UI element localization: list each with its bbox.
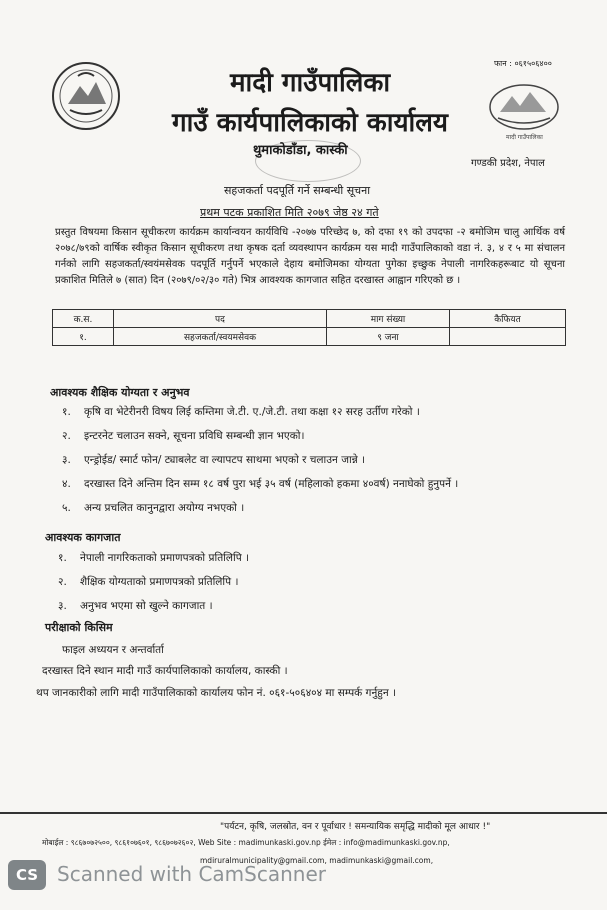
contact-info: थप जानकारीको लागि मादी गाउँपालिकाको कार्यालय फोन नं. ०६१-५०६४०४ मा सम्पर्क गर्नुहुन । — [36, 687, 397, 699]
list-item — [62, 429, 304, 443]
list-item-number: ३. — [62, 454, 71, 466]
list-item-text: कृषि वा भेटेरीनरी विषय लिई कम्तिमा जे.टी. ए./जे.टी. तथा कक्षा १२ सरह उर्तीण गरेको । — [84, 406, 420, 418]
post-table — [52, 309, 566, 346]
table-cell: सहजकर्ता/स्वयमसेवक — [114, 328, 327, 346]
list-item-number: ५. — [62, 502, 71, 514]
table-header-row — [53, 310, 566, 328]
list-item — [58, 551, 249, 565]
list-item — [62, 405, 420, 419]
list-item-text: एन्ड्रोईड/ स्मार्ट फोन/ ट्याबलेट वा ल्यापटप साथमा भएको र चलाउन जान्ने । — [84, 454, 366, 466]
table-header: कैफियत — [450, 310, 566, 328]
list-item — [62, 453, 365, 467]
municipality-logo-icon — [488, 82, 560, 132]
list-item-number: १. — [62, 406, 71, 418]
exam-heading: परीक्षाको किसिम — [45, 621, 113, 634]
list-item-text: इन्टरनेट चलाउन सक्ने, सूचना प्रविधि सम्बन्धी ज्ञान भएको। — [84, 430, 305, 442]
list-item — [62, 501, 244, 515]
list-item-text: नेपाली नागरिकताको प्रमाणपत्रको प्रतिलिपि । — [80, 552, 250, 564]
table-header: माग संख्या — [327, 310, 450, 328]
municipality-title: मादी गाउँपालिका — [230, 68, 391, 98]
footer-emails: mdiruralmunicipality@gmail.com, madimunkaski@gmail.com, — [200, 856, 434, 865]
notice-subject: सहजकर्ता पदपूर्ति गर्ने सम्बन्धी सूचना — [224, 184, 371, 197]
emblem-label: मादी गाउँपालिका — [506, 134, 543, 141]
list-item — [62, 477, 458, 491]
list-item-text: अनुभव भएमा सो खुल्ने कागजात । — [80, 600, 213, 612]
list-item — [58, 599, 213, 613]
office-location: थुमाकोडाँडा, कास्की — [253, 143, 348, 158]
exam-type: फाइल अध्ययन र अन्तर्वार्ता — [62, 644, 164, 656]
list-item-text: अन्य प्रचलित कानुनद्वारा अयोग्य नभएको । — [84, 502, 245, 514]
list-item-text: दरखास्त दिने अन्तिम दिन सम्म १८ वर्ष पुरा भई ३५ वर्ष (महिलाको हकमा ४०वर्ष) ननाघेको हुनुपर्ने । — [84, 478, 459, 490]
table-cell: ९ जना — [327, 328, 450, 346]
office-title: गाउँ कार्यपालिकाको कार्यालय — [172, 108, 448, 138]
table-header: क.स. — [53, 310, 114, 328]
footer-divider — [0, 812, 607, 814]
footer-slogan: "पर्यटन, कृषि, जलस्रोत, वन र पूर्वाधार ! समन्यायिक समृद्धि मादीको मूल आधार !" — [220, 822, 491, 832]
published-date: प्रथम पटक प्रकाशित मिति २०७९ जेष्ठ २४ गते — [200, 206, 379, 219]
table-row — [53, 328, 566, 346]
list-item-number: ४. — [62, 478, 71, 490]
submission-place: दरखास्त दिने स्थान मादी गाउँ कार्यपालिकाको कार्यालय, कास्की । — [42, 665, 288, 677]
phone-number: फान : ०६१५०६४०० — [494, 59, 552, 68]
qualifications-heading: आवश्यक शैक्षिक योग्यता र अनुभव — [50, 386, 190, 399]
table-cell: १. — [53, 328, 114, 346]
intro-paragraph: प्रस्तुत विषयमा किसान सूचीकरण कार्यक्रम कार्यान्वयन कार्यविधि -२०७७ परिच्छेद ७, को दफा १९ को उपदफा -२ बमोजिम चालु आर्थिक वर्ष २०७८/७९को वार्षिक स्वीकृत किसान सूचीकरण तथा कृषक दर्ता व्यवस्थापन कार्यक्रम यस मादी गाउँपालिकाको वडा नं. ३, ४ र ५ मा संचालन गर्नको लागि सहजकर्ता/स्वयंमसेवक पदपूर्ति गर्नुपर्ने भएकाले देहाय बमोजिमका योग्यता पुगेका इच्छुक नेपाली नागरिकहरूबाट यो सूचना प्रकाशित मितिले ७ (सात) दिन (२०७९/०२/३० गते) भित्र आवश्यक कागजात सहित दरखास्त आह्वान गरिएको छ । — [55, 227, 565, 286]
camscanner-watermark: Scanned with CamScanner — [57, 862, 326, 886]
list-item-text: शैक्षिक योग्यताको प्रमाणपत्रको प्रतिलिपि । — [80, 576, 239, 588]
list-item-number: ३. — [58, 600, 67, 612]
nepal-emblem-icon — [50, 60, 122, 132]
province-label: गण्डकी प्रदेश, नेपाल — [471, 158, 545, 169]
list-item-number: २. — [62, 430, 71, 442]
table-header: पद — [114, 310, 327, 328]
camscanner-logo-icon: CS — [8, 860, 46, 890]
list-item-number: १. — [58, 552, 67, 564]
list-item-number: २. — [58, 576, 67, 588]
footer-contacts: मोबाईल : ९८६७०७२५००, ९८६१०७६०१, ९८६७०७२६०२, Web Site : madimunkaski.gov.np ईमेल : info@madimunkaski.gov.np, — [42, 838, 450, 847]
documents-heading: आवश्यक कागजात — [45, 531, 121, 544]
list-item — [58, 575, 238, 589]
table-cell — [450, 328, 566, 346]
